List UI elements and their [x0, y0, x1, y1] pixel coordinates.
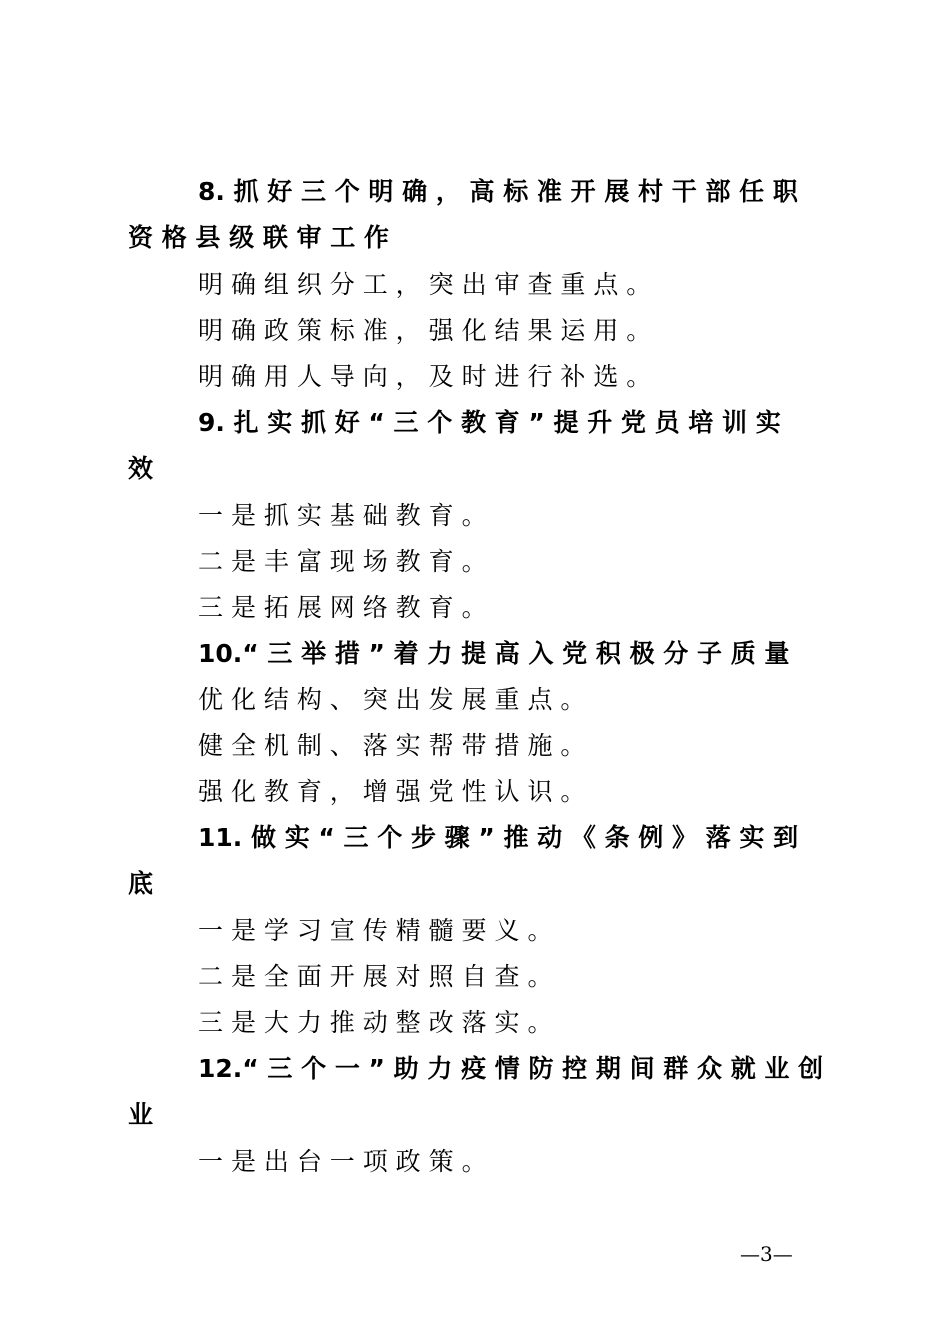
section-10-item-3: 强 化 教 育 ， 增 强 党 性 认 识 。 — [198, 777, 586, 806]
section-11-item-3: 三 是 大 力 推 动 整 改 落 实 。 — [198, 1008, 553, 1037]
section-8-item-2: 明 确 政 策 标 准 ， 强 化 结 果 运 用 。 — [198, 316, 652, 345]
section-9-item-2: 二 是 丰 富 现 场 教 育 。 — [198, 547, 487, 576]
section-12-heading-line1: 12.“ 三 个 一 ” 助 力 疫 情 防 控 期 间 群 众 就 业 创 — [198, 1054, 824, 1083]
section-8-item-3: 明 确 用 人 导 向 ， 及 时 进 行 补 选 。 — [198, 362, 652, 391]
section-12-heading-line2: 业 — [128, 1100, 154, 1129]
section-10-item-2: 健 全 机 制 、 落 实 帮 带 措 施 。 — [198, 731, 586, 760]
section-8-item-1: 明 确 组 织 分 工 ， 突 出 审 查 重 点 。 — [198, 270, 652, 299]
section-11-item-2: 二 是 全 面 开 展 对 照 自 查 。 — [198, 962, 553, 991]
section-8-heading-line1: 8. 抓 好 三 个 明 确 ， 高 标 准 开 展 村 干 部 任 职 — [198, 177, 798, 206]
section-9-heading-line2: 效 — [128, 454, 154, 483]
section-11-heading-line1: 11. 做 实 “ 三 个 步 骤 ” 推 动 《 条 例 》 落 实 到 — [198, 823, 799, 852]
section-11-heading-line2: 底 — [128, 869, 154, 898]
section-9-item-3: 三 是 拓 展 网 络 教 育 。 — [198, 593, 487, 622]
section-10-heading-line1: 10.“ 三 举 措 ” 着 力 提 高 入 党 积 极 分 子 质 量 — [198, 639, 790, 668]
page-number: —3— — [740, 1242, 793, 1266]
section-11-item-1: 一 是 学 习 宣 传 精 髓 要 义 。 — [198, 916, 553, 945]
section-12-item-1: 一 是 出 台 一 项 政 策 。 — [198, 1147, 487, 1176]
section-10-item-1: 优 化 结 构 、 突 出 发 展 重 点 。 — [198, 685, 586, 714]
section-9-heading-line1: 9. 扎 实 抓 好 “ 三 个 教 育 ” 提 升 党 员 培 训 实 — [198, 408, 781, 437]
section-9-item-1: 一 是 抓 实 基 础 教 育 。 — [198, 501, 487, 530]
section-8-heading-line2: 资 格 县 级 联 审 工 作 — [128, 223, 389, 252]
